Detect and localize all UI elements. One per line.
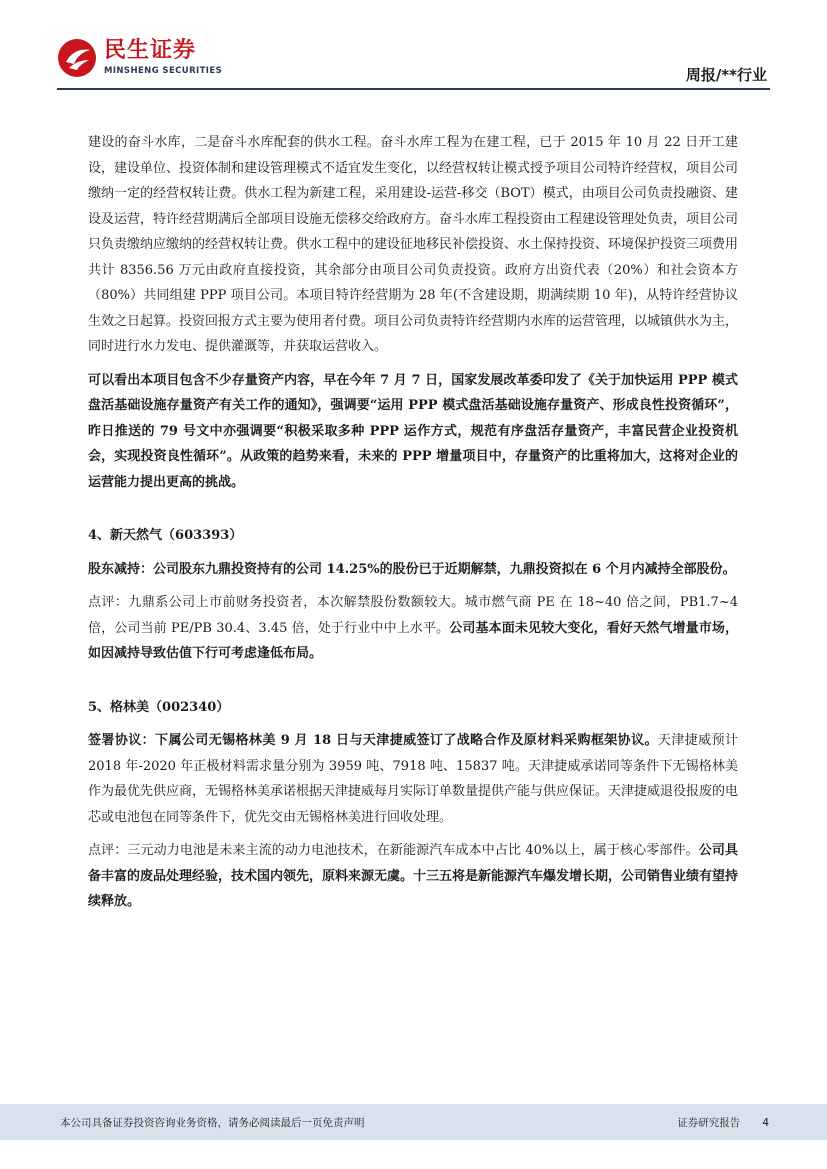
minsheng-logo-icon — [57, 38, 97, 78]
section-title-xintianranqi: 4、新天然气（603393） — [88, 528, 243, 543]
report-body — [88, 130, 738, 915]
agreement-details: 天津捷威预计 2018 年-2020 年正极材料需求量分别为 3959 吨、7918 吨、15837 吨。天津捷威承诺同等条件下无锡格林美作为最优先供应商，无锡格林美承诺根据天津捷威每月实际订单数量提供产能与供应保证。天津捷威退役报废的电芯或电池包在同等条件下，优先交由无锡格林美进行回收处理。 — [88, 733, 739, 825]
paragraph-shareholder-reduction: 股东减持：公司股东九鼎投资持有的公司 14.25%的股份已于近期解禁，九鼎投资拟在 6 个月内减持全部股份。 — [88, 561, 736, 577]
logo-english-name: MINSHENG SECURITIES — [104, 66, 223, 76]
footer-meta — [655, 1115, 769, 1130]
page-footer — [0, 1104, 827, 1140]
paragraph-project-description: 建设的奋斗水库，二是奋斗水库配套的供水工程。奋斗水库工程为在建工程，已于 2015 年 10 月 22 日开工建设，建设单位、投资体制和建设管理模式不适宜发生变化，以经营权转让模式授予项目公司特许经营权，项目公司缴纳一定的经营权转让费。供水工程为新建工程，采用建设-运营-移交（BOT）模式，由项目公司负责投融资、建设及运营，特许经营期满后全部项目设施无偿移交给政府方。奋斗水库工程投资由工程建设管理处负责，项目公司只负责缴纳应缴纳的经营权转让费。供水工程中的建设征地移民补偿投资、水土保持投资、环境保护投资三项费用共计 8356.56 万元由政府直接投资，其余部分由项目公司负责投资。政府方出资代表（20%）和社会资本方（80%）共同组建 PPP 项目公司。本项目特许经营期为 28 年(不含建设期，期满续期 10 年)，从特许经营协议生效之日起算。投资回报方式主要为使用者付费。项目公司负责特许经营期内水库的运营管理，以城镇供水为主，同时进行水力发电、提供灌溉等，并获取运营收入。 — [88, 135, 739, 354]
comment-text: 点评：三元动力电池是未来主流的动力电池技术，在新能源汽车成本中占比 40%以上，属于核心零部件。 — [88, 843, 699, 858]
paragraph-policy-analysis: 可以看出本项目包含不少存量资产内容，早在今年 7 月 7 日，国家发展改革委印发了《关于加快运用 PPP 模式盘活基础设施存量资产有关工作的通知》，强调要“运用 PPP 模式盘活基础设施存量资产、形成良性投资循环”，昨日推送的 79 号文中亦强调要“积极采取多种 PPP 运作方式，规范有序盘活存量资产，丰富民营企业投资机会，实现投资良性循环”。从政策的趋势来看，未来的 PPP 增量项目中，存量资产的比重将加大，这将对企业的运营能力提出更高的挑战。 — [88, 372, 738, 490]
report-type-label: 周报/**行业 — [685, 66, 767, 84]
agreement-summary: 签署协议：下属公司无锡格林美 9 月 18 日与天津捷威签订了战略合作及原材料采购框架协议。 — [88, 733, 658, 748]
footer-doc-type: 证券研究报告 — [677, 1117, 741, 1129]
paragraph-xintianranqi-comment — [88, 590, 738, 667]
logo-chinese-name: 民生证券 — [104, 38, 197, 63]
comment-text: 点评：九鼎系公司上市前财务投资者，本次解禁股份数额较大。城市燃气商 PE 在 18~40 倍之间，PB1.7~4 倍，公司当前 PE/PB 30.4、3.45 倍，处于行业中中上水平。 — [88, 595, 738, 636]
comment-conclusion: 公司基本面未见较大变化，看好天然气增量市场，如因减持导致估值下行可考虑逢低布局。 — [88, 620, 738, 661]
paragraph-agreement — [88, 728, 738, 830]
page-header — [0, 0, 827, 92]
header-divider — [57, 88, 770, 90]
section-title-gem: 5、格林美（002340） — [88, 699, 230, 715]
paragraph-gem-comment — [88, 838, 738, 915]
footer-disclaimer: 本公司具备证券投资咨询业务资格，请务必阅读最后一页免责声明 — [60, 1117, 365, 1129]
page-number: 4 — [762, 1117, 769, 1129]
comment-conclusion: 公司具备丰富的废品处理经验，技术国内领先，原料来源无虞。十三五将是新能源汽车爆发增长期，公司销售业绩有望持续释放。 — [88, 843, 739, 909]
